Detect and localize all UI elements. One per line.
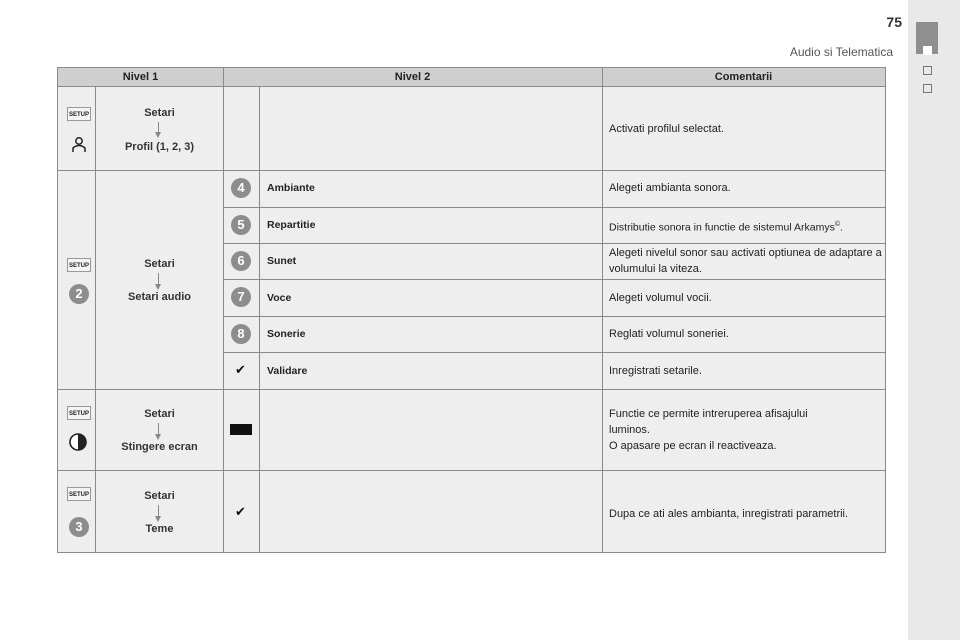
comment-validare: Inregistrati setarile.	[609, 365, 702, 377]
header-nivel1: Nivel 1	[58, 68, 223, 87]
level1-setari: Setari	[144, 490, 175, 502]
comment-stingere-ecran	[609, 406, 884, 454]
number-badge: 4	[231, 178, 251, 198]
section-title: Audio si Telematica	[789, 45, 893, 59]
number-badge: 3	[69, 517, 89, 537]
side-margin-strip	[908, 0, 960, 640]
level1-teme: Teme	[145, 523, 174, 535]
comment-repartitie-end: .	[840, 221, 843, 234]
table-body	[58, 87, 885, 552]
header-comentarii: Comentarii	[602, 68, 885, 87]
contrast-icon	[68, 432, 88, 452]
settings-table	[57, 67, 886, 553]
tab-marker-square	[923, 46, 932, 55]
row-divider	[223, 352, 885, 353]
comment-profil: Activati profilul selectat.	[609, 123, 724, 135]
header-nivel2: Nivel 2	[223, 68, 602, 87]
arrow-down-icon	[158, 122, 159, 133]
arrow-down-icon	[158, 423, 159, 435]
check-icon: ✔	[235, 504, 246, 519]
comment-line: luminos.	[609, 424, 650, 436]
level1-setari: Setari	[144, 107, 175, 119]
level2-voce: Voce	[267, 292, 292, 304]
row-divider	[223, 279, 885, 280]
level1-profil: Profil (1, 2, 3)	[124, 141, 195, 153]
row-divider	[58, 470, 885, 471]
row-divider	[58, 389, 885, 390]
page-number: 75	[886, 14, 902, 30]
number-badge: 8	[231, 324, 251, 344]
setup-icon: SETUP	[67, 406, 91, 420]
setup-icon: SETUP	[67, 258, 91, 272]
comment-sonerie: Reglati volumul soneriei.	[609, 328, 729, 340]
number-badge: 5	[231, 215, 251, 235]
col-divider	[602, 68, 603, 552]
row-divider	[223, 207, 885, 208]
tab-marker-square	[923, 84, 932, 93]
arrow-down-icon	[158, 505, 159, 517]
comment-line: O apasare pe ecran il reactiveaza.	[609, 440, 777, 452]
row-divider	[58, 170, 885, 171]
comment-ambiante: Alegeti ambianta sonora.	[609, 182, 731, 194]
comment-voce: Alegeti volumul vocii.	[609, 292, 712, 304]
level1-setari: Setari	[144, 408, 175, 420]
row-divider	[223, 316, 885, 317]
level1-setari-audio: Setari audio	[128, 291, 191, 303]
user-icon	[70, 135, 88, 153]
comment-line: Functie ce permite intreruperea afisajului	[609, 408, 808, 420]
tab-marker-square	[923, 66, 932, 75]
check-icon: ✔	[235, 362, 246, 377]
number-badge: 7	[231, 287, 251, 307]
setup-icon: SETUP	[67, 107, 91, 121]
level2-sunet: Sunet	[267, 255, 297, 267]
col-divider	[223, 68, 224, 552]
copyright-mark: ©	[834, 221, 841, 228]
level2-validare: Validare	[267, 365, 308, 377]
setup-icon: SETUP	[67, 487, 91, 501]
level1-setari: Setari	[144, 258, 175, 270]
level1-stingere-ecran: Stingere ecran	[121, 441, 198, 453]
col-divider	[259, 87, 260, 552]
row-divider	[223, 243, 885, 244]
number-badge: 6	[231, 251, 251, 271]
level2-ambiante: Ambiante	[267, 182, 315, 194]
number-badge: 2	[69, 284, 89, 304]
comment-repartitie	[609, 217, 884, 236]
black-screen-icon	[230, 424, 252, 435]
arrow-down-icon	[158, 273, 159, 285]
col-divider	[95, 87, 96, 552]
comment-repartitie-text: Distributie sonora in functie de sistemul Arkamys	[609, 221, 835, 234]
level2-sonerie: Sonerie	[267, 328, 306, 340]
comment-sunet: Alegeti nivelul sonor sau activati optiunea de adaptare a volumului la viteza.	[609, 247, 882, 275]
level2-repartitie: Repartitie	[267, 219, 316, 231]
comment-teme: Dupa ce ati ales ambianta, inregistrati parametrii.	[609, 508, 849, 520]
